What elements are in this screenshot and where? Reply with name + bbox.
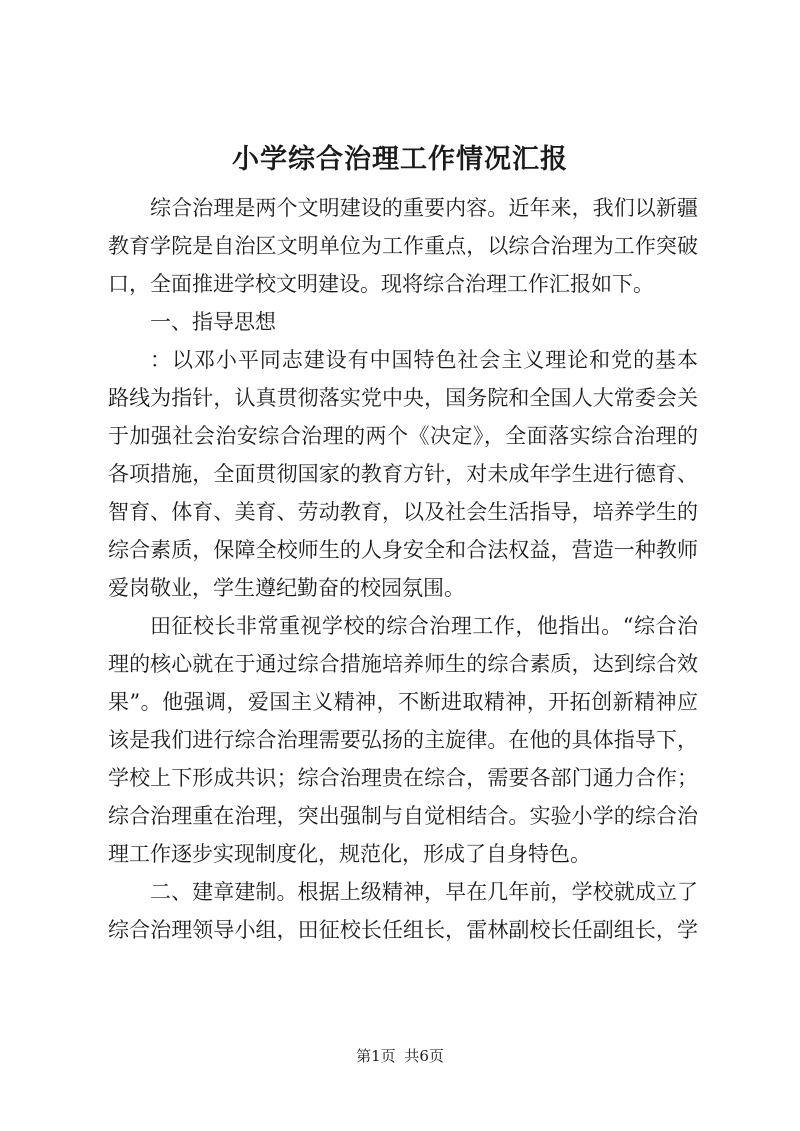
text-line: 各项措施，全面贯彻国家的教育方针，对未成年学生进行德育、 — [108, 462, 698, 486]
section-heading: 一、指导思想 — [150, 310, 276, 334]
text-line: 果”。他强调，爱国主义精神，不断进取精神，开拓创新精神应 — [108, 690, 698, 714]
text-line: 口，全面推进学校文明建设。现将综合治理工作汇报如下。 — [108, 272, 654, 296]
text-line: 理的核心就在于通过综合措施培养师生的综合素质，达到综合效 — [108, 652, 698, 676]
text-line: 教育学院是自治区文明单位为工作重点，以综合治理为工作突破 — [108, 234, 698, 258]
text-line: 理工作逐步实现制度化，规范化，形成了自身特色。 — [108, 842, 591, 866]
text-line: 路线为指针，认真贯彻落实党中央，国务院和全国人大常委会关 — [108, 386, 698, 410]
text-line: 综合素质，保障全校师生的人身安全和合法权益，营造一种教师 — [108, 538, 698, 562]
text-line: 田征校长非常重视学校的综合治理工作，他指出。“综合治 — [150, 614, 698, 638]
text-line: 二、建章建制。根据上级精神，早在几年前，学校就成立了 — [150, 880, 698, 904]
text-line: 该是我们进行综合治理需要弘扬的主旋律。在他的具体指导下， — [108, 728, 698, 752]
page-total: 共6页 — [404, 1047, 444, 1065]
text-line: ：以邓小平同志建设有中国特色社会主义理论和党的基本 — [150, 348, 698, 372]
text-line: 爱岗敬业，学生遵纪勤奋的校园氛围。 — [108, 576, 465, 600]
text-line: 学校上下形成共识；综合治理贵在综合，需要各部门通力合作； — [108, 766, 698, 790]
text-line: 综合治理重在治理，突出强制与自觉相结合。实验小学的综合治 — [108, 804, 698, 828]
document-title: 小学综合治理工作情况汇报 — [232, 144, 568, 175]
page-number: 第1页 — [356, 1047, 396, 1065]
text-line: 智育、体育、美育、劳动教育，以及社会生活指导，培养学生的 — [108, 500, 698, 524]
page-footer — [0, 1046, 800, 1066]
text-line: 于加强社会治安综合治理的两个《决定》，全面落实综合治理的 — [108, 424, 698, 448]
document-body — [108, 192, 698, 952]
text-line: 综合治理是两个文明建设的重要内容。近年来，我们以新疆 — [150, 196, 698, 220]
text-line: 综合治理领导小组，田征校长任组长，雷林副校长任副组长，学 — [108, 918, 698, 942]
